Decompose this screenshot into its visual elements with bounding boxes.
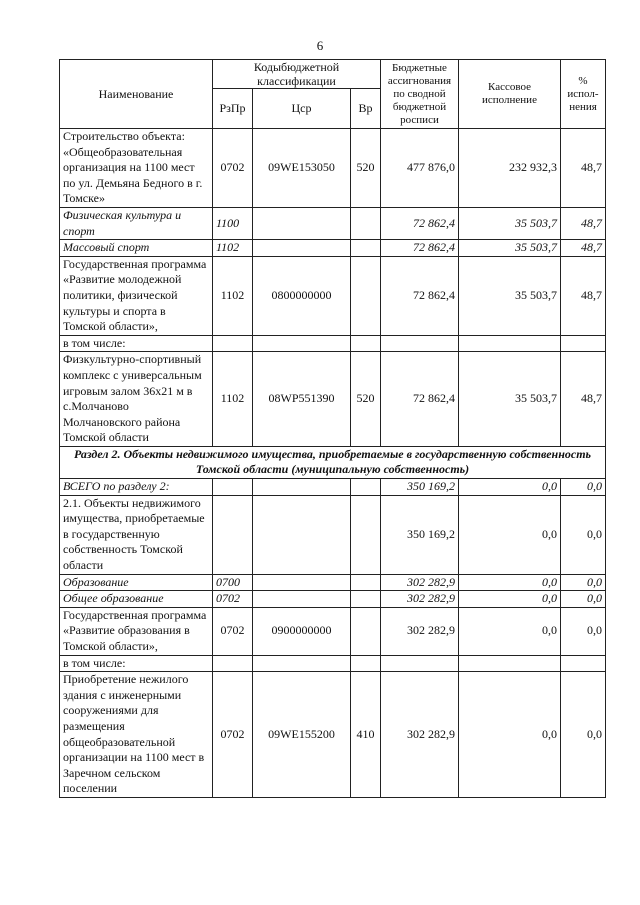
row-vr: [351, 207, 381, 239]
row-cash: 0,0: [459, 479, 561, 496]
row-rzpr: [213, 479, 253, 496]
table-row: [60, 256, 606, 335]
row-cash: 35 503,7: [459, 240, 561, 257]
row-budget: 302 282,9: [381, 607, 459, 655]
row-csr: [253, 240, 351, 257]
budget-table: [59, 59, 606, 798]
row-name: ВСЕГО по разделу 2:: [60, 479, 213, 496]
row-pct: 0,0: [561, 591, 606, 608]
row-cash: 35 503,7: [459, 352, 561, 447]
row-csr: 0900000000: [253, 607, 351, 655]
row-rzpr: [213, 655, 253, 672]
row-rzpr: 1102: [213, 240, 253, 257]
row-budget: 72 862,4: [381, 256, 459, 335]
header-vr: Вр: [351, 89, 381, 129]
header-codes: Кодыбюджетной классификации: [213, 60, 381, 89]
row-csr: 0800000000: [253, 256, 351, 335]
row-cash: 0,0: [459, 672, 561, 798]
table-row: [60, 240, 606, 257]
table-row: [60, 207, 606, 239]
row-csr: [253, 495, 351, 574]
row-pct: 0,0: [561, 607, 606, 655]
row-vr: [351, 335, 381, 352]
row-rzpr: 0702: [213, 607, 253, 655]
page-number: 6: [316, 38, 324, 53]
row-vr: [351, 479, 381, 496]
row-rzpr: 0702: [213, 129, 253, 208]
header-row: [60, 60, 606, 89]
row-pct: 48,7: [561, 240, 606, 257]
table-row: [60, 591, 606, 608]
row-name: Строительство объекта: «Общеобразовательная организация на 1100 мест по ул. Демьяна Бедного в г. Томске»: [60, 129, 213, 208]
row-pct: [561, 655, 606, 672]
row-csr: [253, 574, 351, 591]
row-cash: 0,0: [459, 495, 561, 574]
table-row: [60, 607, 606, 655]
row-budget: 350 169,2: [381, 479, 459, 496]
table-row: [60, 655, 606, 672]
row-pct: 48,7: [561, 352, 606, 447]
row-pct: 48,7: [561, 256, 606, 335]
row-budget: 72 862,4: [381, 352, 459, 447]
row-budget: 72 862,4: [381, 207, 459, 239]
header-percent: % испол-нения: [561, 60, 606, 129]
row-cash: 0,0: [459, 574, 561, 591]
row-csr: 08WP551390: [253, 352, 351, 447]
row-cash: [459, 655, 561, 672]
section-row: [60, 446, 606, 478]
table-row: [60, 574, 606, 591]
table-row: [60, 335, 606, 352]
row-cash: 35 503,7: [459, 207, 561, 239]
row-name: Приобретение нежилого здания с инженерными сооружениями для размещения общеобразовательной организации на 1100 мест в Заречном сельском поселении: [60, 672, 213, 798]
header-name: Наименование: [60, 60, 213, 129]
row-budget: 72 862,4: [381, 240, 459, 257]
row-name: Государственная программа «Развитие образования в Томской области»,: [60, 607, 213, 655]
row-vr: 410: [351, 672, 381, 798]
row-csr: [253, 655, 351, 672]
row-budget: 302 282,9: [381, 672, 459, 798]
row-vr: [351, 591, 381, 608]
row-budget: 477 876,0: [381, 129, 459, 208]
row-budget: [381, 335, 459, 352]
row-pct: 0,0: [561, 479, 606, 496]
row-budget: [381, 655, 459, 672]
table-row: [60, 129, 606, 208]
table-row: [60, 352, 606, 447]
row-name: Образование: [60, 574, 213, 591]
row-cash: [459, 335, 561, 352]
row-csr: [253, 479, 351, 496]
row-vr: 520: [351, 129, 381, 208]
row-vr: [351, 574, 381, 591]
row-csr: 09WE153050: [253, 129, 351, 208]
row-csr: [253, 591, 351, 608]
row-cash: 232 932,3: [459, 129, 561, 208]
row-budget: 350 169,2: [381, 495, 459, 574]
row-pct: 0,0: [561, 495, 606, 574]
row-vr: [351, 607, 381, 655]
row-cash: 35 503,7: [459, 256, 561, 335]
row-name: Физическая культура и спорт: [60, 207, 213, 239]
row-name: в том числе:: [60, 655, 213, 672]
row-pct: 48,7: [561, 129, 606, 208]
row-name: Физкультурно-спортивный комплекс с универсальным игровым залом 36x21 м в с.Молчаново Молчановского района Томской области: [60, 352, 213, 447]
table-row: [60, 672, 606, 798]
row-rzpr: 0700: [213, 574, 253, 591]
row-vr: [351, 256, 381, 335]
row-vr: [351, 240, 381, 257]
row-csr: 09WE155200: [253, 672, 351, 798]
table-row: [60, 479, 606, 496]
row-name: 2.1. Объекты недвижимого имущества, приобретаемые в государственную собственность Томской области: [60, 495, 213, 574]
row-cash: 0,0: [459, 607, 561, 655]
row-budget: 302 282,9: [381, 574, 459, 591]
row-rzpr: 1102: [213, 256, 253, 335]
section-heading: Раздел 2. Объекты недвижимого имущества, приобретаемые в государственную собственность Томской области (муниципальную собственность): [60, 446, 606, 478]
row-name: Массовый спорт: [60, 240, 213, 257]
row-name: в том числе:: [60, 335, 213, 352]
header-budget: Бюджетные ассигнования по сводной бюджетной росписи: [381, 60, 459, 129]
row-pct: 48,7: [561, 207, 606, 239]
row-rzpr: [213, 495, 253, 574]
row-name: Общее образование: [60, 591, 213, 608]
header-cash: Кассовое исполнение: [459, 60, 561, 129]
row-pct: 0,0: [561, 672, 606, 798]
row-rzpr: 0702: [213, 591, 253, 608]
row-cash: 0,0: [459, 591, 561, 608]
row-rzpr: [213, 335, 253, 352]
row-rzpr: 1102: [213, 352, 253, 447]
row-rzpr: 1100: [213, 207, 253, 239]
row-vr: 520: [351, 352, 381, 447]
row-csr: [253, 207, 351, 239]
row-name: Государственная программа «Развитие молодежной политики, физической культуры и спорта в Томской области»,: [60, 256, 213, 335]
header-rzpr: РзПр: [213, 89, 253, 129]
row-budget: 302 282,9: [381, 591, 459, 608]
header-csr: Цср: [253, 89, 351, 129]
row-pct: 0,0: [561, 574, 606, 591]
row-csr: [253, 335, 351, 352]
row-rzpr: 0702: [213, 672, 253, 798]
table-row: [60, 495, 606, 574]
row-vr: [351, 655, 381, 672]
row-vr: [351, 495, 381, 574]
row-pct: [561, 335, 606, 352]
